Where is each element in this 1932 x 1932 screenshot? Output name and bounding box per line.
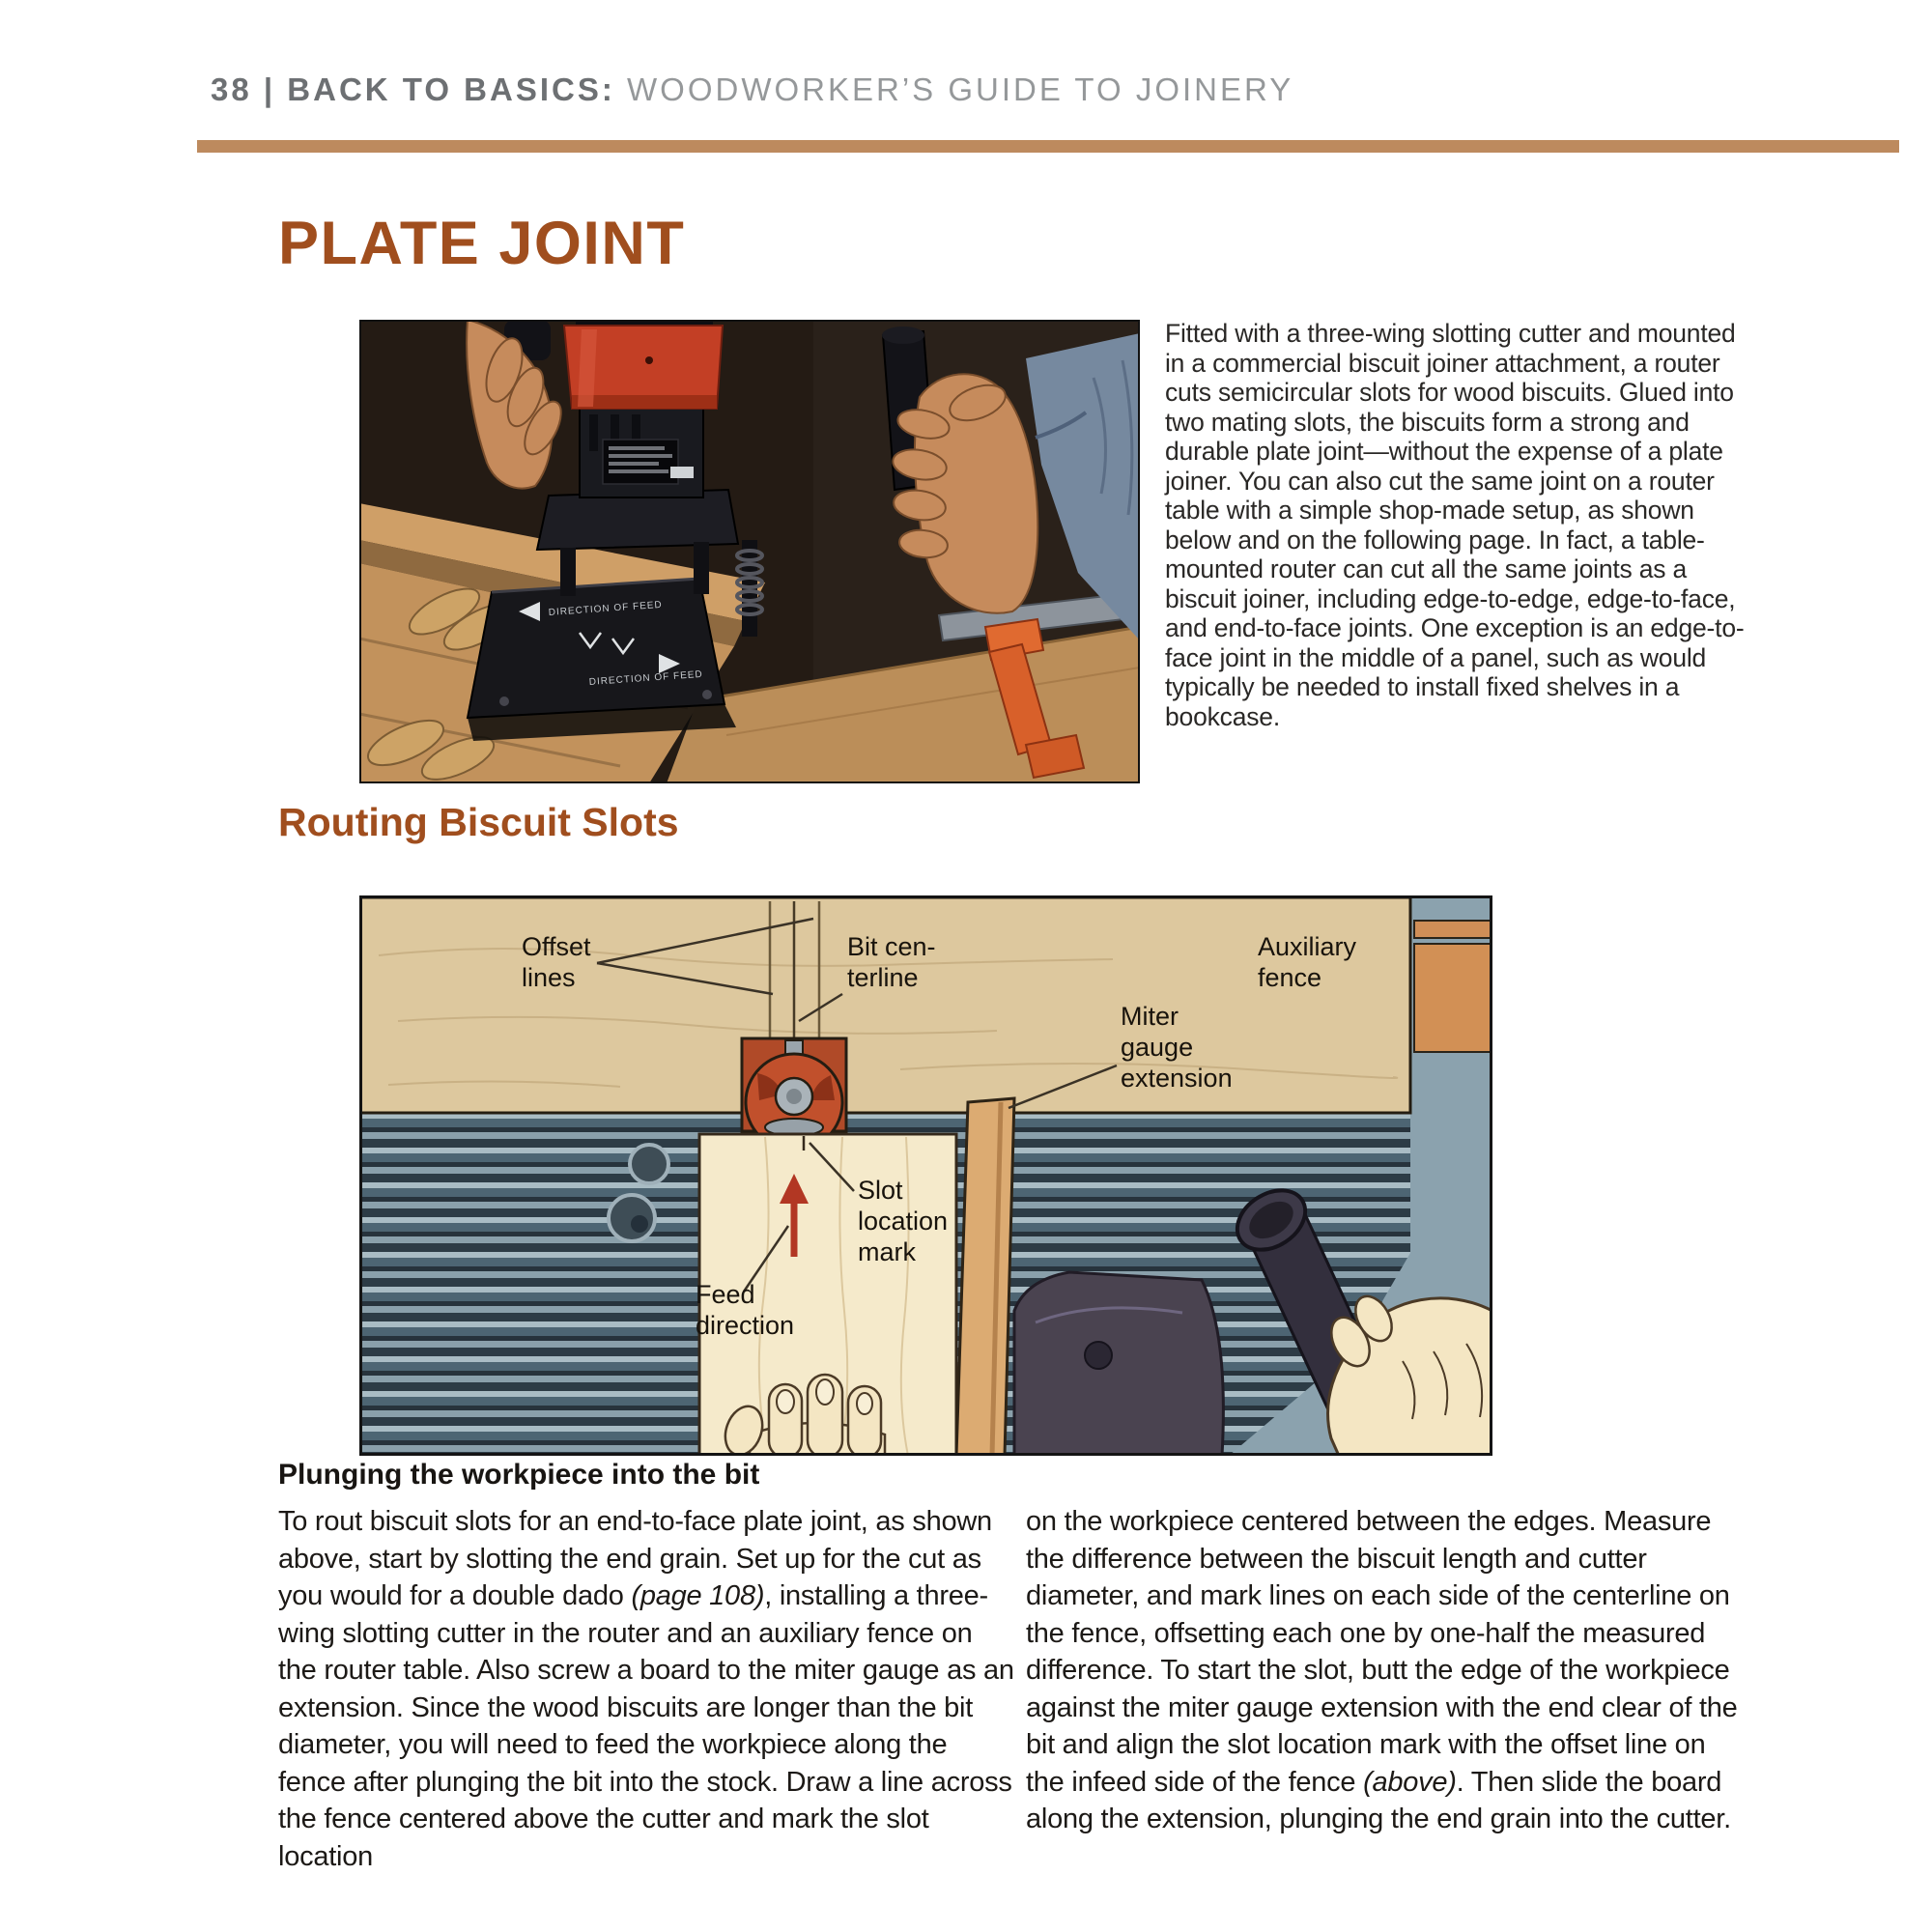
label-slot-location-mark: Slot bbox=[858, 1176, 903, 1205]
svg-text:direction: direction bbox=[696, 1311, 795, 1340]
base-marking-text-2: DIRECTION OF FEED bbox=[588, 668, 704, 688]
svg-text:fence: fence bbox=[1258, 963, 1322, 992]
photo-illustration bbox=[359, 320, 1140, 783]
table-bolt bbox=[630, 1145, 668, 1183]
body-column-right bbox=[1026, 1503, 1745, 1838]
running-header bbox=[211, 71, 1293, 108]
illustration-routing-biscuit-slots bbox=[359, 895, 1492, 1456]
label-miter-gauge-extension: Miter bbox=[1121, 1002, 1179, 1031]
caption-heading: Plunging the workpiece into the bit bbox=[278, 1459, 760, 1491]
miter-gauge-extension-board bbox=[956, 1098, 1014, 1456]
header-rule bbox=[197, 140, 1899, 153]
router-motor bbox=[580, 409, 703, 497]
biscuit-joiner-base bbox=[468, 579, 724, 718]
label-offset-lines: Offset bbox=[522, 932, 591, 961]
right-col-above-ref: (above) bbox=[1363, 1766, 1457, 1798]
table-bolt bbox=[609, 1195, 655, 1241]
auxiliary-fence bbox=[359, 897, 1410, 1113]
label-auxiliary-fence: Auxiliary bbox=[1258, 932, 1357, 961]
intro-paragraph: Fitted with a three-wing slotting cutter and mounted in a commercial biscuit joiner attachment, a router cuts semicircular slots for wood biscuits. Glued into two mating slots, the biscuits form a strong and durable plate joint—without the expense of a plate joiner. You can also cut the same joint on a router table with a simple shop-made setup, as shown below and on the following page. In fact, a table-mounted router can cut all the same joints as a biscuit joiner, including edge-to-edge, edge-to-face, and end-to-face joints. One exception is an edge-to-face joint in the middle of a panel, such as would typically be needed to install fixed shelves in a bookcase. bbox=[1165, 319, 1745, 731]
router-table-diagram bbox=[359, 895, 1492, 1456]
wood-block bbox=[1414, 944, 1492, 1052]
right-col-text-1: on the workpiece centered between the edges. Measure the difference between the biscuit length and cutter diameter, and mark lines on each side of the centerline on the fence, offsetting each one by one-half the measured difference. To start the slot, butt the edge of the workpiece against the miter gauge extension with the end clear of the bit and align the slot location mark with the offset line on the infeed side of the fence bbox=[1026, 1506, 1738, 1798]
wood-block-strip bbox=[1414, 921, 1492, 938]
right-col-text-2: . Then slide the board along the extension, plunging the end grain into the cutter. bbox=[1026, 1766, 1731, 1834]
base-marking-text: DIRECTION OF FEED bbox=[548, 599, 664, 618]
label-bit-centerline: Bit cen- bbox=[847, 932, 936, 961]
page-title: PLATE JOINT bbox=[278, 210, 686, 277]
svg-text:extension: extension bbox=[1121, 1064, 1233, 1093]
router-red-housing bbox=[564, 320, 723, 409]
svg-text:gauge: gauge bbox=[1121, 1033, 1194, 1062]
svg-text:location: location bbox=[858, 1207, 949, 1236]
left-col-text-2: , installing a three-wing slotting cutter in the router and an auxiliary fence on the router table. Also screw a board to the miter gauge as an extension. Since the wood biscuits are longer than the bit diameter, you will need to feed the workpiece along the fence after plunging the bit into the stock. Draw a line across the fence centered above the cutter and mark the slot location bbox=[278, 1580, 1014, 1872]
svg-text:mark: mark bbox=[858, 1237, 916, 1266]
left-col-text-1: To rout biscuit slots for an end-to-face plate joint, as shown above, start by slotting the end grain. Set up for the cut as you would for a double dado bbox=[278, 1506, 992, 1611]
label-feed-direction: Feed bbox=[696, 1280, 755, 1309]
svg-text:terline: terline bbox=[847, 963, 919, 992]
photo-router-biscuit-joiner bbox=[359, 320, 1140, 783]
left-col-page-ref: (page 108) bbox=[631, 1580, 765, 1611]
page-number-and-series: 38 | BACK TO BASICS: bbox=[211, 71, 615, 107]
section-heading: Routing Biscuit Slots bbox=[278, 800, 679, 844]
body-column-left bbox=[278, 1503, 1016, 1875]
book-subtitle: WOODWORKER’S GUIDE TO JOINERY bbox=[627, 71, 1294, 107]
svg-text:lines: lines bbox=[522, 963, 576, 992]
